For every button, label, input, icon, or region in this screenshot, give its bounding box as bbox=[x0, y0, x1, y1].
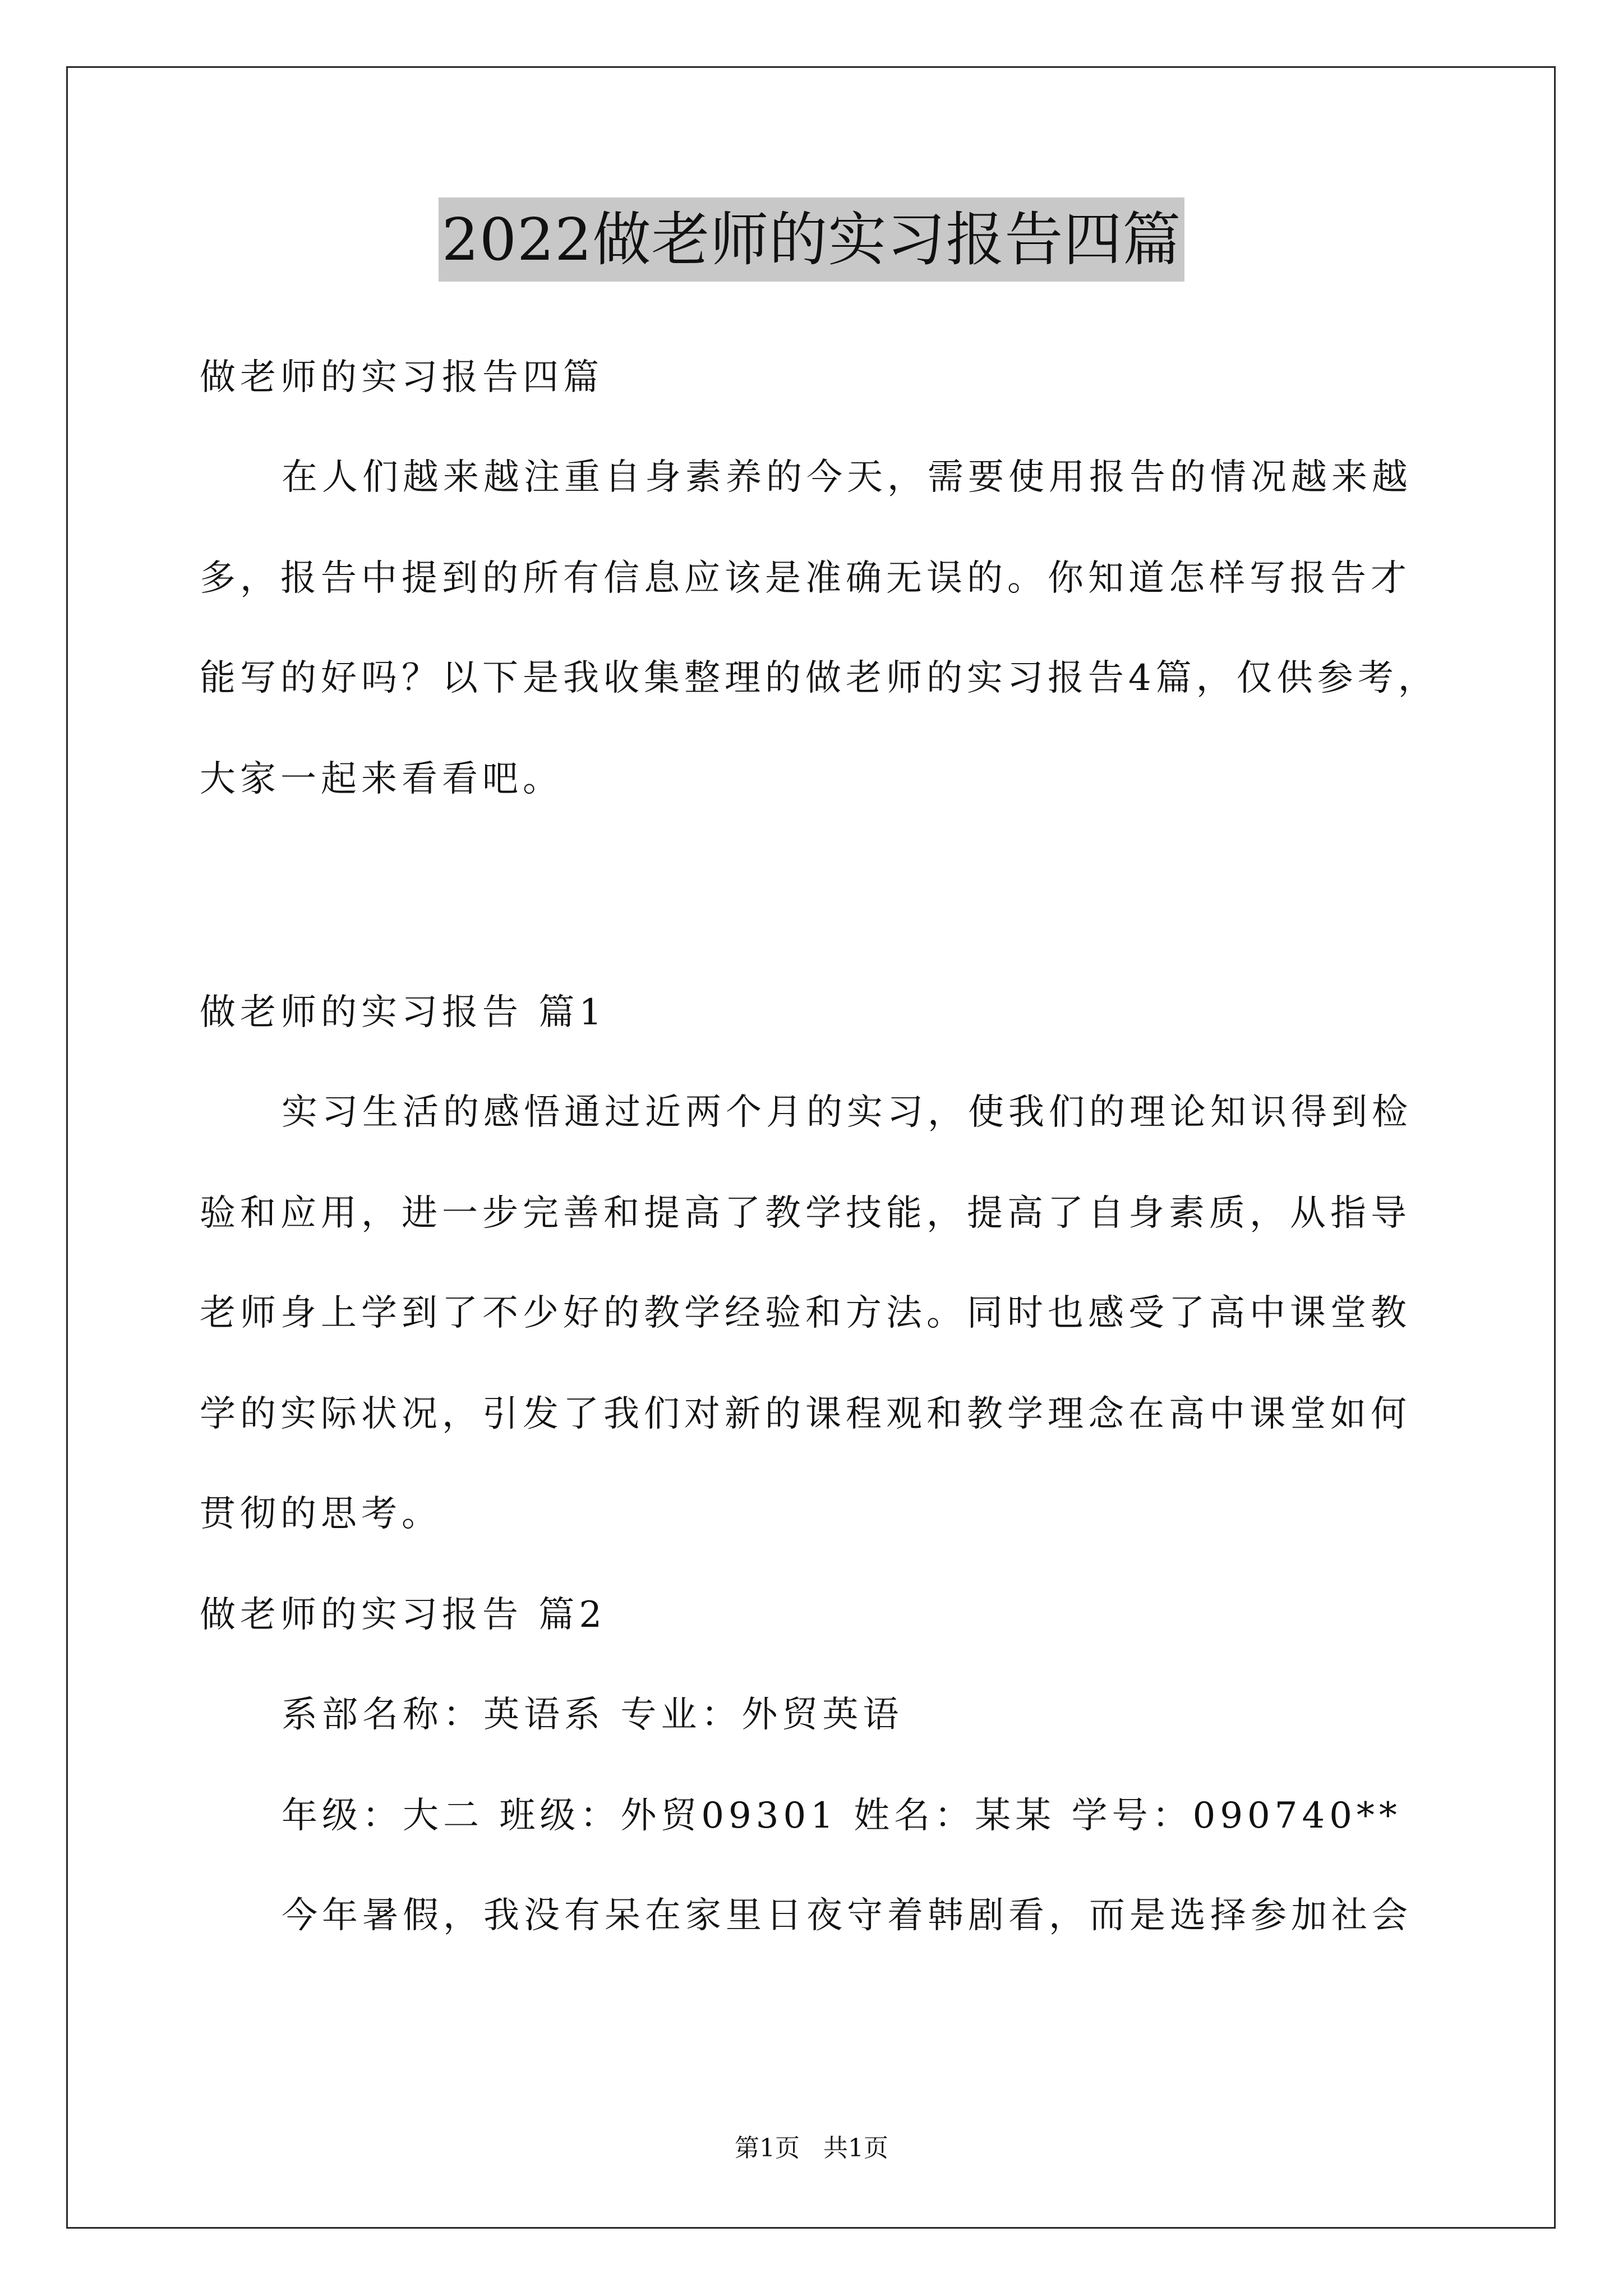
page-number: 第1页 bbox=[735, 2134, 800, 2162]
page-footer bbox=[0, 2132, 1623, 2165]
intro-line: 大家一起来看看吧。 bbox=[200, 758, 563, 800]
section1-line: 实习生活的感悟通过近两个月的实习，使我们的理论知识得到检 bbox=[282, 1092, 1412, 1133]
intro-line: 能写的好吗？以下是我收集整理的做老师的实习报告4篇，仅供参考， bbox=[200, 657, 1438, 699]
section2-line: 今年暑假，我没有呆在家里日夜守着韩剧看，而是选择参加社会 bbox=[282, 1895, 1412, 1936]
section1-line: 学的实际状况，引发了我们对新的课程观和教学理念在高中课堂如何 bbox=[200, 1393, 1411, 1435]
document-title: 2022做老师的实习报告四篇 bbox=[439, 197, 1185, 282]
intro-line: 在人们越来越注重自身素养的今天，需要使用报告的情况越来越 bbox=[282, 457, 1412, 498]
section1-line: 老师身上学到了不少好的教学经验和方法。同时也感受了高中课堂教 bbox=[200, 1292, 1411, 1334]
section1-line: 验和应用，进一步完善和提高了教学技能，提高了自身素质，从指导 bbox=[200, 1193, 1411, 1234]
title-container bbox=[0, 197, 1623, 282]
section1-heading: 做老师的实习报告 篇1 bbox=[200, 992, 607, 1033]
section2-line: 系部名称：英语系 专业：外贸英语 bbox=[282, 1694, 903, 1736]
intro-line: 多，报告中提到的所有信息应该是准确无误的。你知道怎样写报告才 bbox=[200, 558, 1411, 599]
section2-line: 年级：大二 班级：外贸09301 姓名：某某 学号：090740** bbox=[282, 1795, 1401, 1837]
document-subtitle: 做老师的实习报告四篇 bbox=[200, 357, 603, 398]
section2-heading: 做老师的实习报告 篇2 bbox=[200, 1594, 607, 1636]
page-total: 共1页 bbox=[823, 2134, 888, 2162]
section1-line: 贯彻的思考。 bbox=[200, 1493, 442, 1535]
